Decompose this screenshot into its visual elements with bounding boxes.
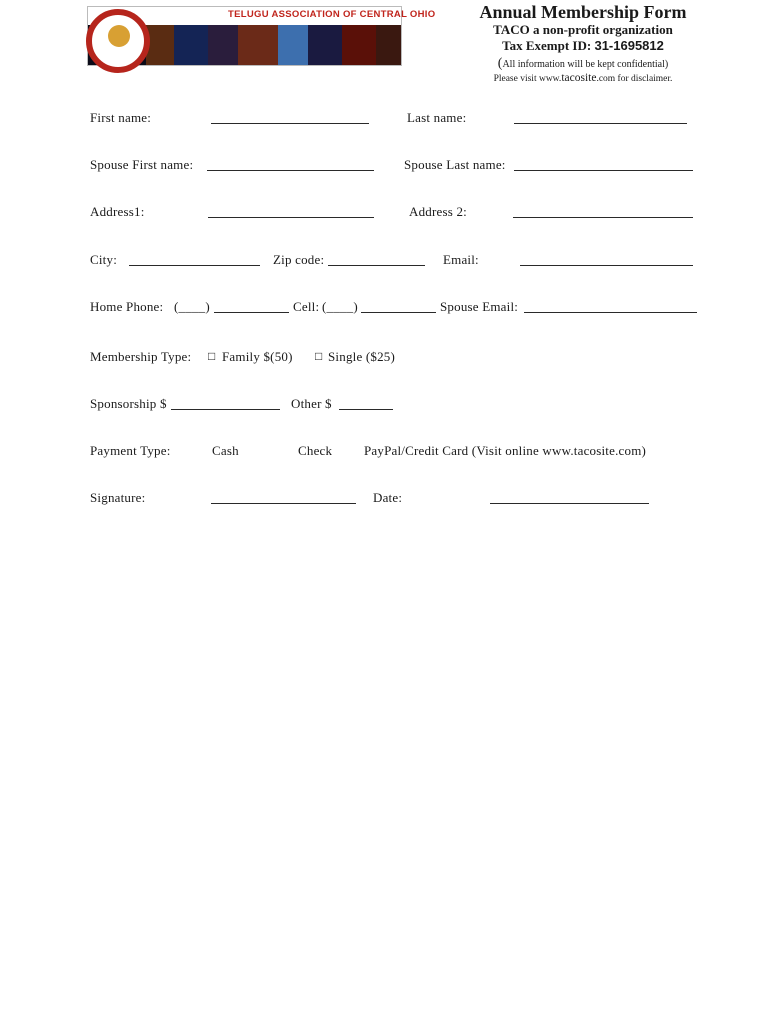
- last-name-field[interactable]: [514, 123, 687, 124]
- cell-label: Cell:: [293, 299, 320, 314]
- payment-type-label: Payment Type:: [90, 443, 171, 458]
- visit-site: tacosite: [561, 72, 597, 84]
- payment-cash-option[interactable]: Cash: [212, 443, 239, 458]
- visit-suffix: .com for disclaimer.: [596, 74, 673, 84]
- family-option-label: Family $(50): [222, 349, 293, 364]
- single-checkbox-icon[interactable]: □: [315, 349, 323, 363]
- disclaimer-note: [456, 72, 710, 84]
- date-label: Date:: [373, 490, 403, 505]
- banner-photo-collage: [146, 25, 401, 65]
- form-title: Annual Membership Form: [479, 2, 687, 22]
- banner-title: TELUGU ASSOCIATION OF CENTRAL OHIO: [228, 9, 436, 20]
- sponsorship-label: Sponsorship $: [90, 396, 167, 411]
- confidential-paren: (: [497, 56, 503, 71]
- address2-label: Address 2:: [409, 204, 467, 219]
- visit-prefix: Please visit www.: [493, 74, 562, 84]
- signature-label: Signature:: [90, 490, 146, 505]
- payment-check-option[interactable]: Check: [298, 443, 333, 458]
- tax-exempt-line: [466, 38, 700, 54]
- other-amount-field[interactable]: [339, 409, 393, 410]
- cell-area-code[interactable]: (____): [322, 299, 358, 314]
- spouse-last-name-field[interactable]: [514, 170, 693, 171]
- address1-label: Address1:: [90, 204, 145, 219]
- spouse-email-field[interactable]: [524, 312, 697, 313]
- home-phone-field[interactable]: [214, 312, 289, 313]
- last-name-label: Last name:: [407, 110, 467, 125]
- first-name-label: First name:: [90, 110, 152, 125]
- spouse-first-name-label: Spouse First name:: [90, 157, 194, 172]
- address1-field[interactable]: [208, 217, 374, 218]
- date-field[interactable]: [490, 503, 649, 504]
- confidential-text: All information will be kept confidential): [502, 59, 669, 70]
- home-phone-area-code[interactable]: (____): [174, 299, 210, 314]
- city-field[interactable]: [129, 265, 260, 266]
- single-option-label: Single ($25): [328, 349, 396, 364]
- spouse-last-name-label: Spouse Last name:: [404, 157, 506, 172]
- tax-label: Tax Exempt ID:: [502, 38, 595, 53]
- sponsorship-field[interactable]: [171, 409, 280, 410]
- zip-code-label: Zip code:: [273, 252, 325, 267]
- signature-field[interactable]: [211, 503, 356, 504]
- membership-type-label: Membership Type:: [90, 349, 192, 364]
- spouse-email-label: Spouse Email:: [440, 299, 519, 314]
- association-logo-banner: [87, 6, 436, 66]
- organization-line: TACO a non-profit organization: [493, 22, 673, 37]
- spouse-first-name-field[interactable]: [207, 170, 374, 171]
- home-phone-label: Home Phone:: [90, 299, 164, 314]
- confidential-note: [466, 56, 700, 72]
- email-label: Email:: [443, 252, 479, 267]
- email-field[interactable]: [520, 265, 693, 266]
- other-label: Other $: [291, 396, 332, 411]
- tax-id-value: 31-1695812: [594, 38, 664, 53]
- family-checkbox-icon[interactable]: □: [208, 349, 216, 363]
- kalash-pot-icon: [108, 25, 130, 47]
- zip-code-field[interactable]: [328, 265, 425, 266]
- payment-paypal-option[interactable]: PayPal/Credit Card (Visit online www.tacosite.com): [364, 443, 647, 458]
- address2-field[interactable]: [513, 217, 693, 218]
- city-label: City:: [90, 252, 118, 267]
- cell-field[interactable]: [361, 312, 436, 313]
- first-name-field[interactable]: [211, 123, 369, 124]
